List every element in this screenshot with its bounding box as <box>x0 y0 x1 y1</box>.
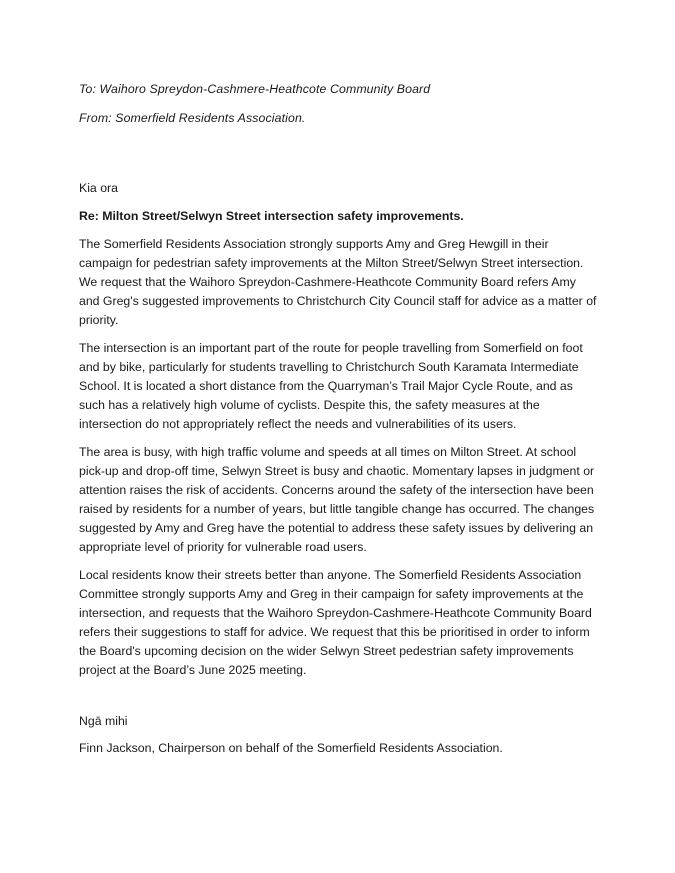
greeting-line: Kia ora <box>79 180 118 195</box>
recipient-line: To: Waihoro Spreydon-Cashmere-Heathcote Community Board <box>79 82 431 96</box>
body-paragraph: Local residents know their streets better than anyone. The Somerfield Residents Association Committee strongly supports Amy and Greg in their campaign for safety improvements at the intersection, and requests that the Waihoro Spreydon-Cashmere-Heathcote Community Board refers their suggestions to staff for advice. We request that this be prioritised in order to inform the Board's upcoming decision on the wider Selwyn Street pedestrian safety improvements project at the Board’s June 2025 meeting. <box>79 567 592 677</box>
body-paragraph: The Somerfield Residents Association strongly supports Amy and Greg Hewgill in their campaign for pedestrian safety improvements at the Milton Street/Selwyn Street intersection. We request that the Waihoro Spreydon-Cashmere-Heathcote Community Board refers Amy and Greg's suggested improvements to Christchurch City Council staff for advice as a matter of priority. <box>79 236 597 327</box>
closing-line: Ngā mihi <box>79 713 128 728</box>
sender-line: From: Somerfield Residents Association. <box>79 110 306 125</box>
subject-line: Re: Milton Street/Selwyn Street intersection safety improvements. <box>79 208 464 223</box>
body-paragraph: The intersection is an important part of the route for people travelling from Somerfield on foot and by bike, particularly for students travelling to Christchurch South Karamata Intermediate School. It is located a short distance from the Quarryman’s Trail Major Cycle Route, and as such has a relatively high volume of cyclists. Despite this, the safety measures at the intersection do not appropriately reflect the needs and vulnerabilities of its users. <box>79 340 583 431</box>
letter-body <box>79 80 597 758</box>
body-paragraph: The area is busy, with high traffic volume and speeds at all times on Milton Street. At school pick-up and drop-off time, Selwyn Street is busy and chaotic. Momentary lapses in judgment or attention raises the risk of accidents. Concerns around the safety of the intersection have been raised by residents for a number of years, but little tangible change has occurred. The changes suggested by Amy and Greg have the potential to address these safety issues by delivering an appropriate level of priority for vulnerable road users. <box>79 444 595 554</box>
signature-line: Finn Jackson, Chairperson on behalf of the Somerfield Residents Association. <box>79 740 503 755</box>
